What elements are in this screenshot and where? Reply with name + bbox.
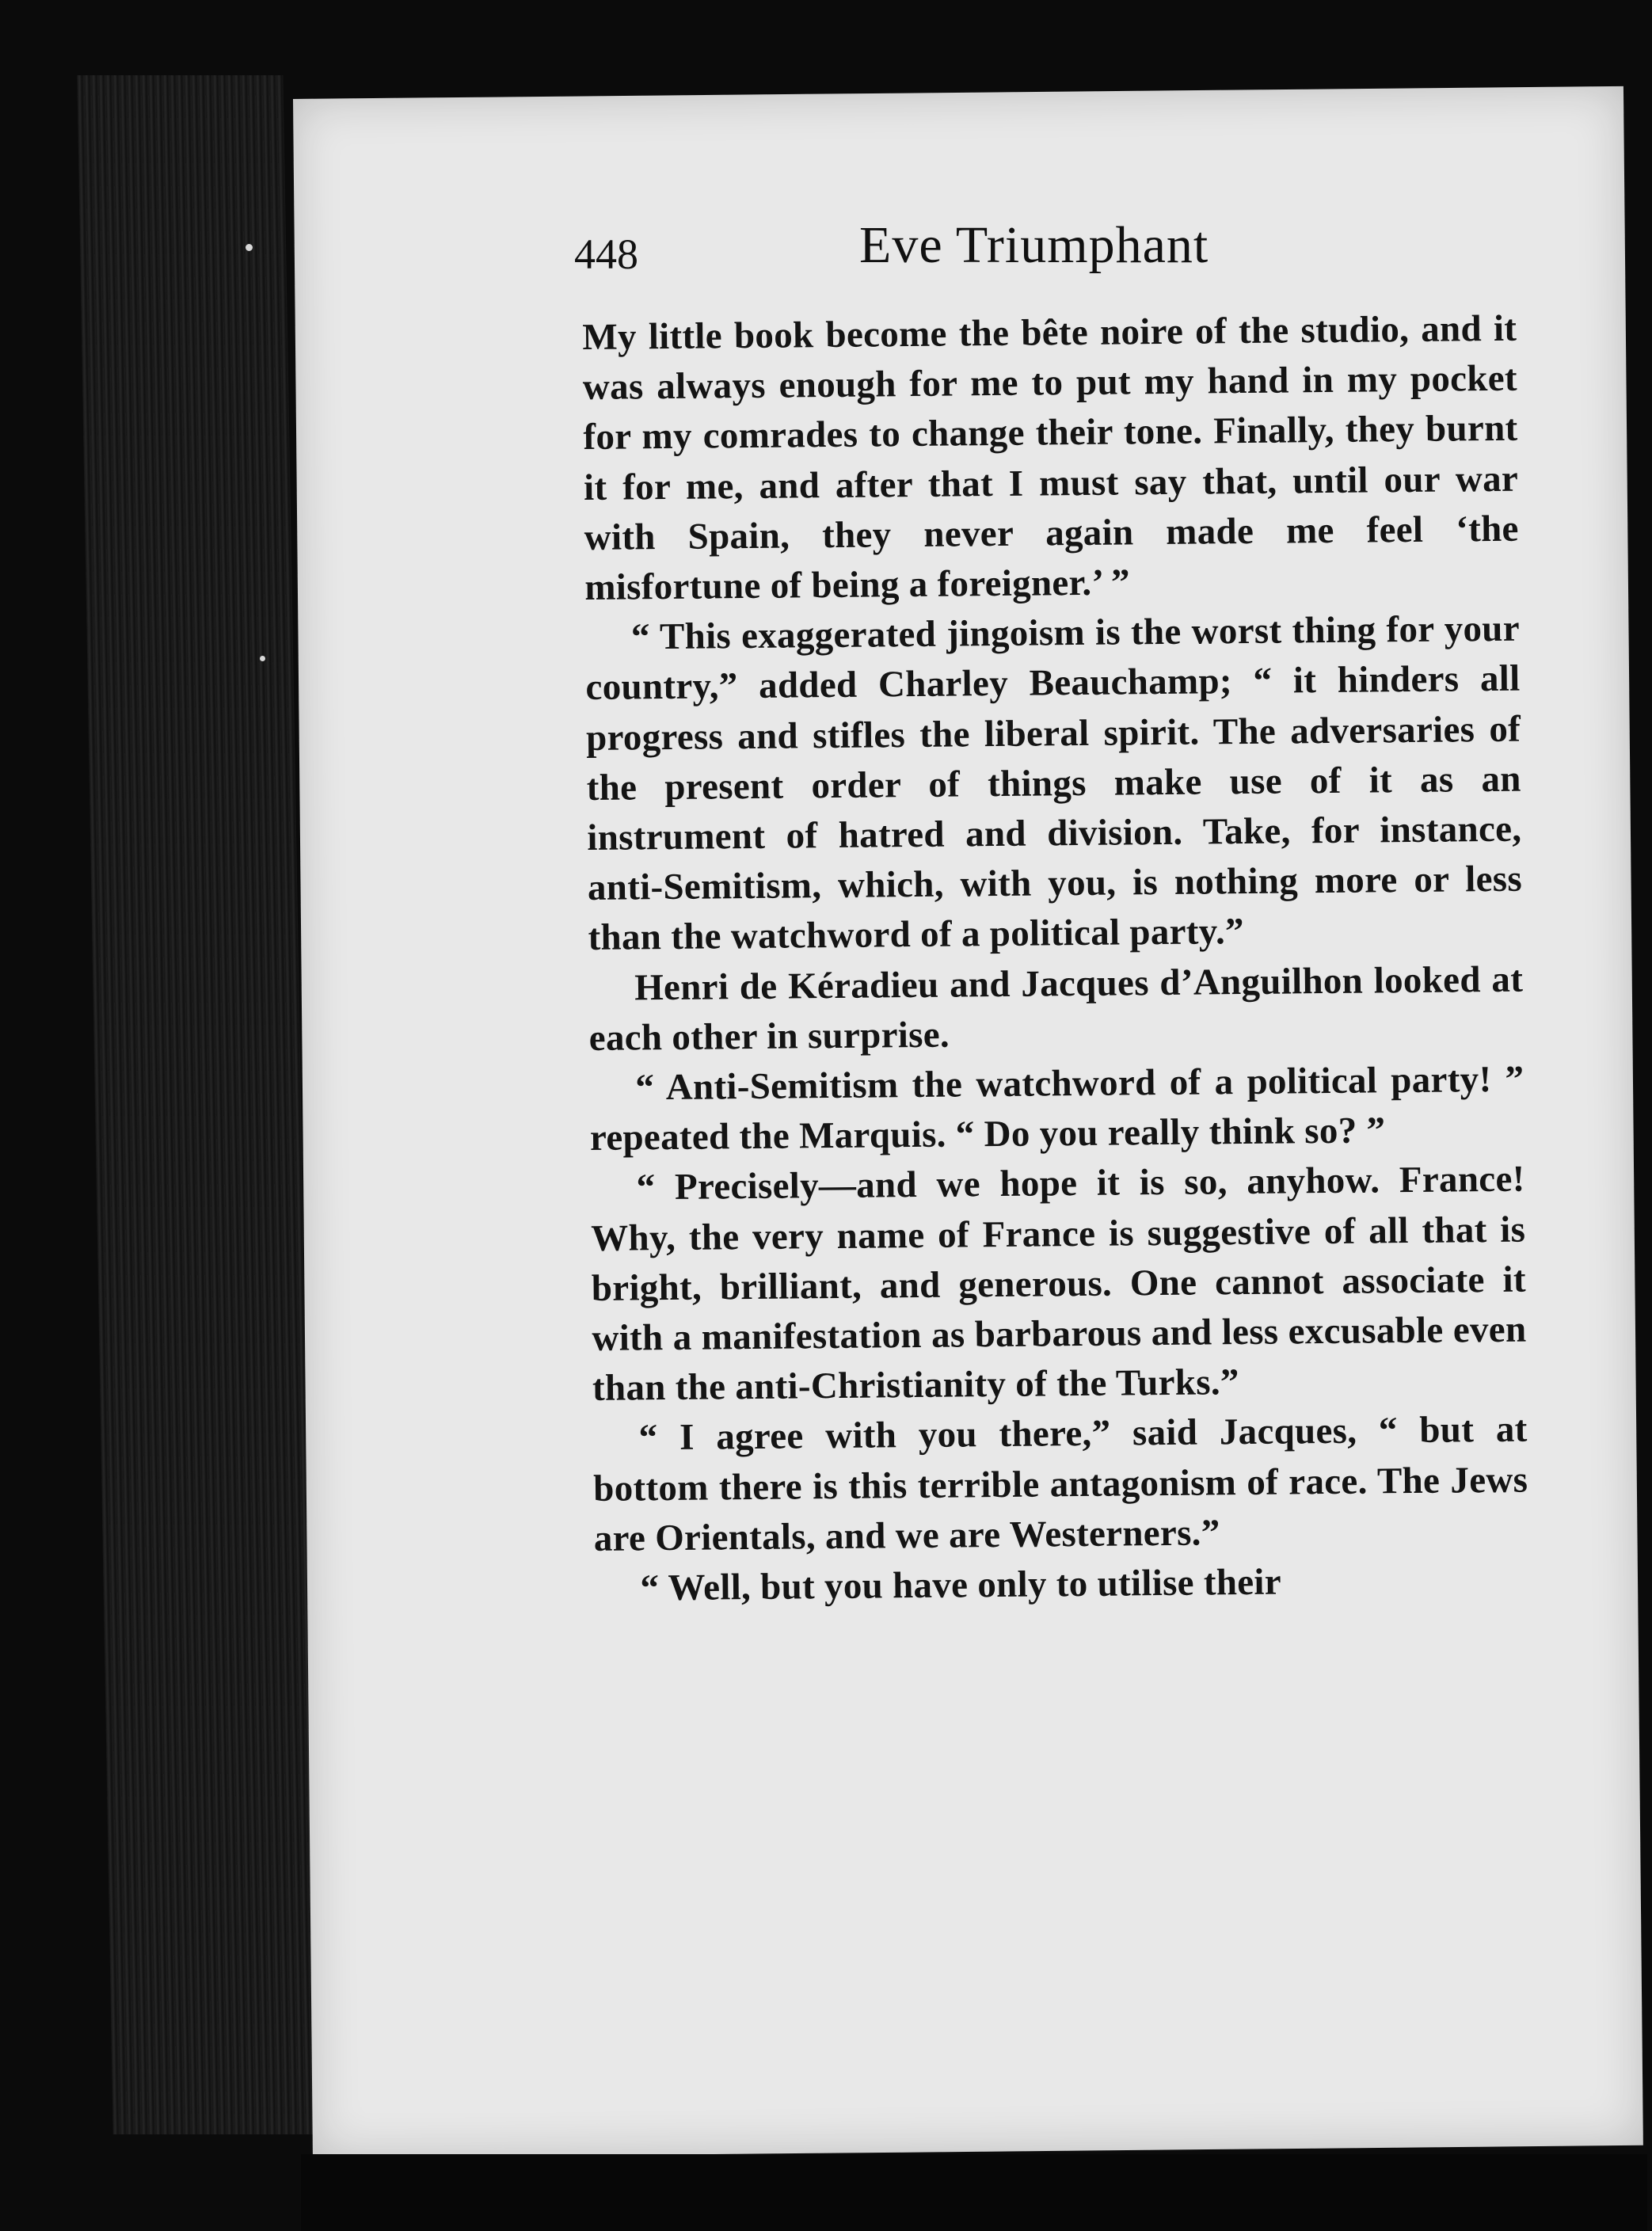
paragraph: Henri de Kéradieu and Jacques d’Anguilhon looked at each other in surprise. (588, 958, 1524, 1059)
page-bottom-shadow (301, 2154, 1647, 2231)
paragraph: My little book become the bête noire of the studio, and it was always enough for me to put my hand in my pocket for my comrades to change their tone. Finally, they burnt it for me, and after that I must say that, until our war with Spain, they never again made me feel ‘the misfortune of being a foreigner.’ ” (582, 307, 1519, 608)
paragraph: “ Anti-Semitism the watchword of a political party! ” repeated the Marquis. “ Do you really think so? ” (589, 1058, 1524, 1159)
running-title: Eve Triumphant (859, 216, 1209, 274)
book-fore-edge (77, 75, 318, 2134)
body-text (582, 304, 1529, 1615)
page-header (574, 207, 1604, 287)
page-number: 448 (574, 230, 638, 278)
paragraph: “ Well, but you have only to utilise their (640, 1561, 1282, 1609)
paragraph: “ I agree with you there,” said Jacques, “ but at bottom there is this terrible antagonism of race. The Jews are Orientals, and we are Westerners.” (593, 1409, 1528, 1559)
paragraph: “ Precisely—and we hope it is so, anyhow. France! Why, the very name of France is suggestive of all that is bright, brilliant, and generous. One cannot associate it with a manifestation as barbarous and less excusable even than the anti-Christianity of the Turks.” (590, 1159, 1527, 1410)
edge-mark (246, 244, 253, 251)
paragraph: “ This exaggerated jingoism is the worst thing for your country,” added Charley Beauchamp; “ it hinders all progress and stifles the liberal spirit. The adversaries of the present order of things make use of it as an instrument of hatred and division. Take, for instance, anti-Semitism, which, with you, is nothing more or less than the watchword of a political party.” (585, 607, 1523, 959)
edge-mark (260, 656, 265, 661)
